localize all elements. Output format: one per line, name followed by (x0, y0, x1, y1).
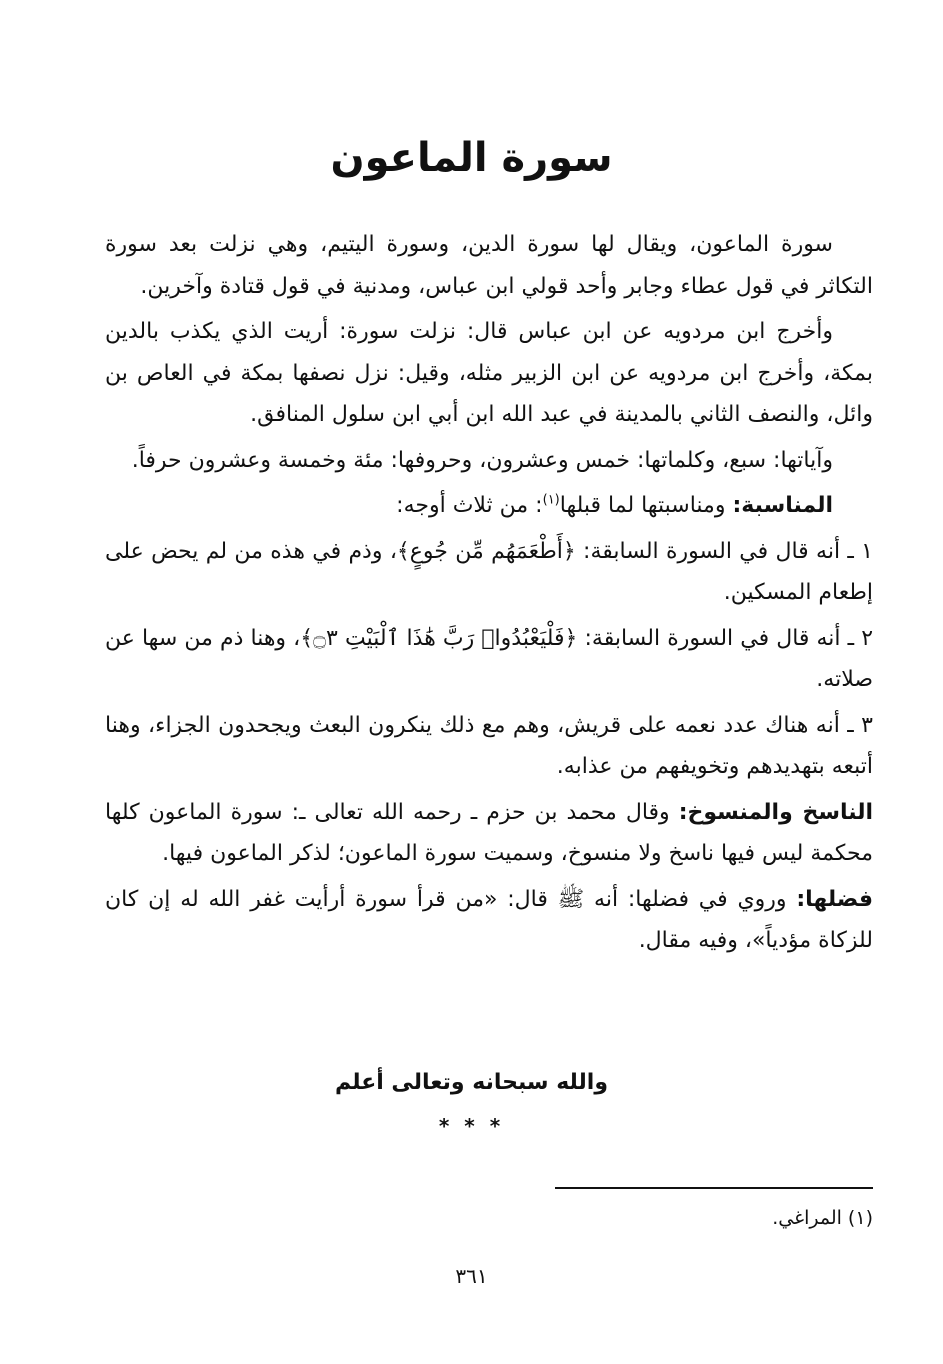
intro-paragraph: سورة الماعون، ويقال لها سورة الدين، وسورة اليتيم، وهي نزلت بعد سورة التكاثر في قول عطاء وجابر وأحد قولي ابن عباس، ومدنية في قول قتادة وآخرين. (105, 232, 873, 299)
relevance-point-2: ٢ ـ أنه قال في السورة السابقة: ﴿فَلْيَعْبُدُوا۟ رَبَّ هَٰذَا ٱلْبَيْتِ ۝٣﴾، وهنا ذم من سها عن صلاته. (105, 625, 874, 692)
section-separator: * * * (438, 1114, 505, 1138)
relevance-paragraph (105, 485, 873, 527)
footnote-reference: (١) (542, 492, 560, 508)
abrogation-text: وقال محمد بن حزم ـ رحمه الله تعالى ـ: سورة الماعون كلها محكمة ليس فيها ناسخ ولا منسوخ، وسميت سورة الماعون؛ لذكر الماعون فيها. (105, 799, 873, 866)
relevance-point-1: ١ ـ أنه قال في السورة السابقة: ﴿أَطْعَمَهُم مِّن جُوعٍ﴾، وذم في هذه من لم يحض على إطعام المسكين. (105, 538, 873, 605)
footnote: (١) المراغي. (772, 1207, 873, 1229)
body-text (105, 224, 873, 966)
abrogation-paragraph (105, 792, 873, 875)
counts-paragraph: وآياتها: سبع، وكلماتها: خمس وعشرون، وحروفها: مئة وخمسة وعشرون حرفاً. (131, 447, 833, 473)
virtue-paragraph (105, 879, 873, 962)
relevance-point-3: ٣ ـ أنه هناك عدد نعمه على قريش، وهم مع ذلك ينكرون البعث ويجحدون الجزاء، وهنا أتبعه بتهديدهم وتخويفهم من عذابه. (105, 712, 873, 779)
page-title: سورة الماعون (330, 135, 613, 181)
page-number: ٣٦١ (455, 1264, 488, 1288)
revelation-paragraph: وأخرج ابن مردويه عن ابن عباس قال: نزلت سورة: أريت الذي يكذب بالدين بمكة، وأخرج ابن مردويه عن ابن الزبير مثله، وقيل: نزل نصفها بمكة في العاص بن وائل، والنصف الثاني بالمدينة في عبد الله ابن أبي ابن سلول المنافق. (105, 319, 873, 427)
closing-phrase: والله سبحانه وتعالى أعلم (334, 1070, 609, 1095)
relevance-text-a: ومناسبتها لما قبلها (559, 493, 733, 518)
footnote-divider (555, 1187, 873, 1189)
abrogation-label: الناسخ والمنسوخ: (678, 799, 874, 825)
relevance-label: المناسبة: (732, 493, 833, 518)
virtue-label: فضلها: (796, 886, 873, 912)
relevance-text-b: : من ثلاث أوجه: (396, 493, 543, 518)
virtue-text: وروي في فضلها: أنه ﷺ قال: «من قرأ سورة أرأيت غفر الله له إن كان للزكاة مؤدياً»، وفيه مقال. (105, 886, 873, 953)
